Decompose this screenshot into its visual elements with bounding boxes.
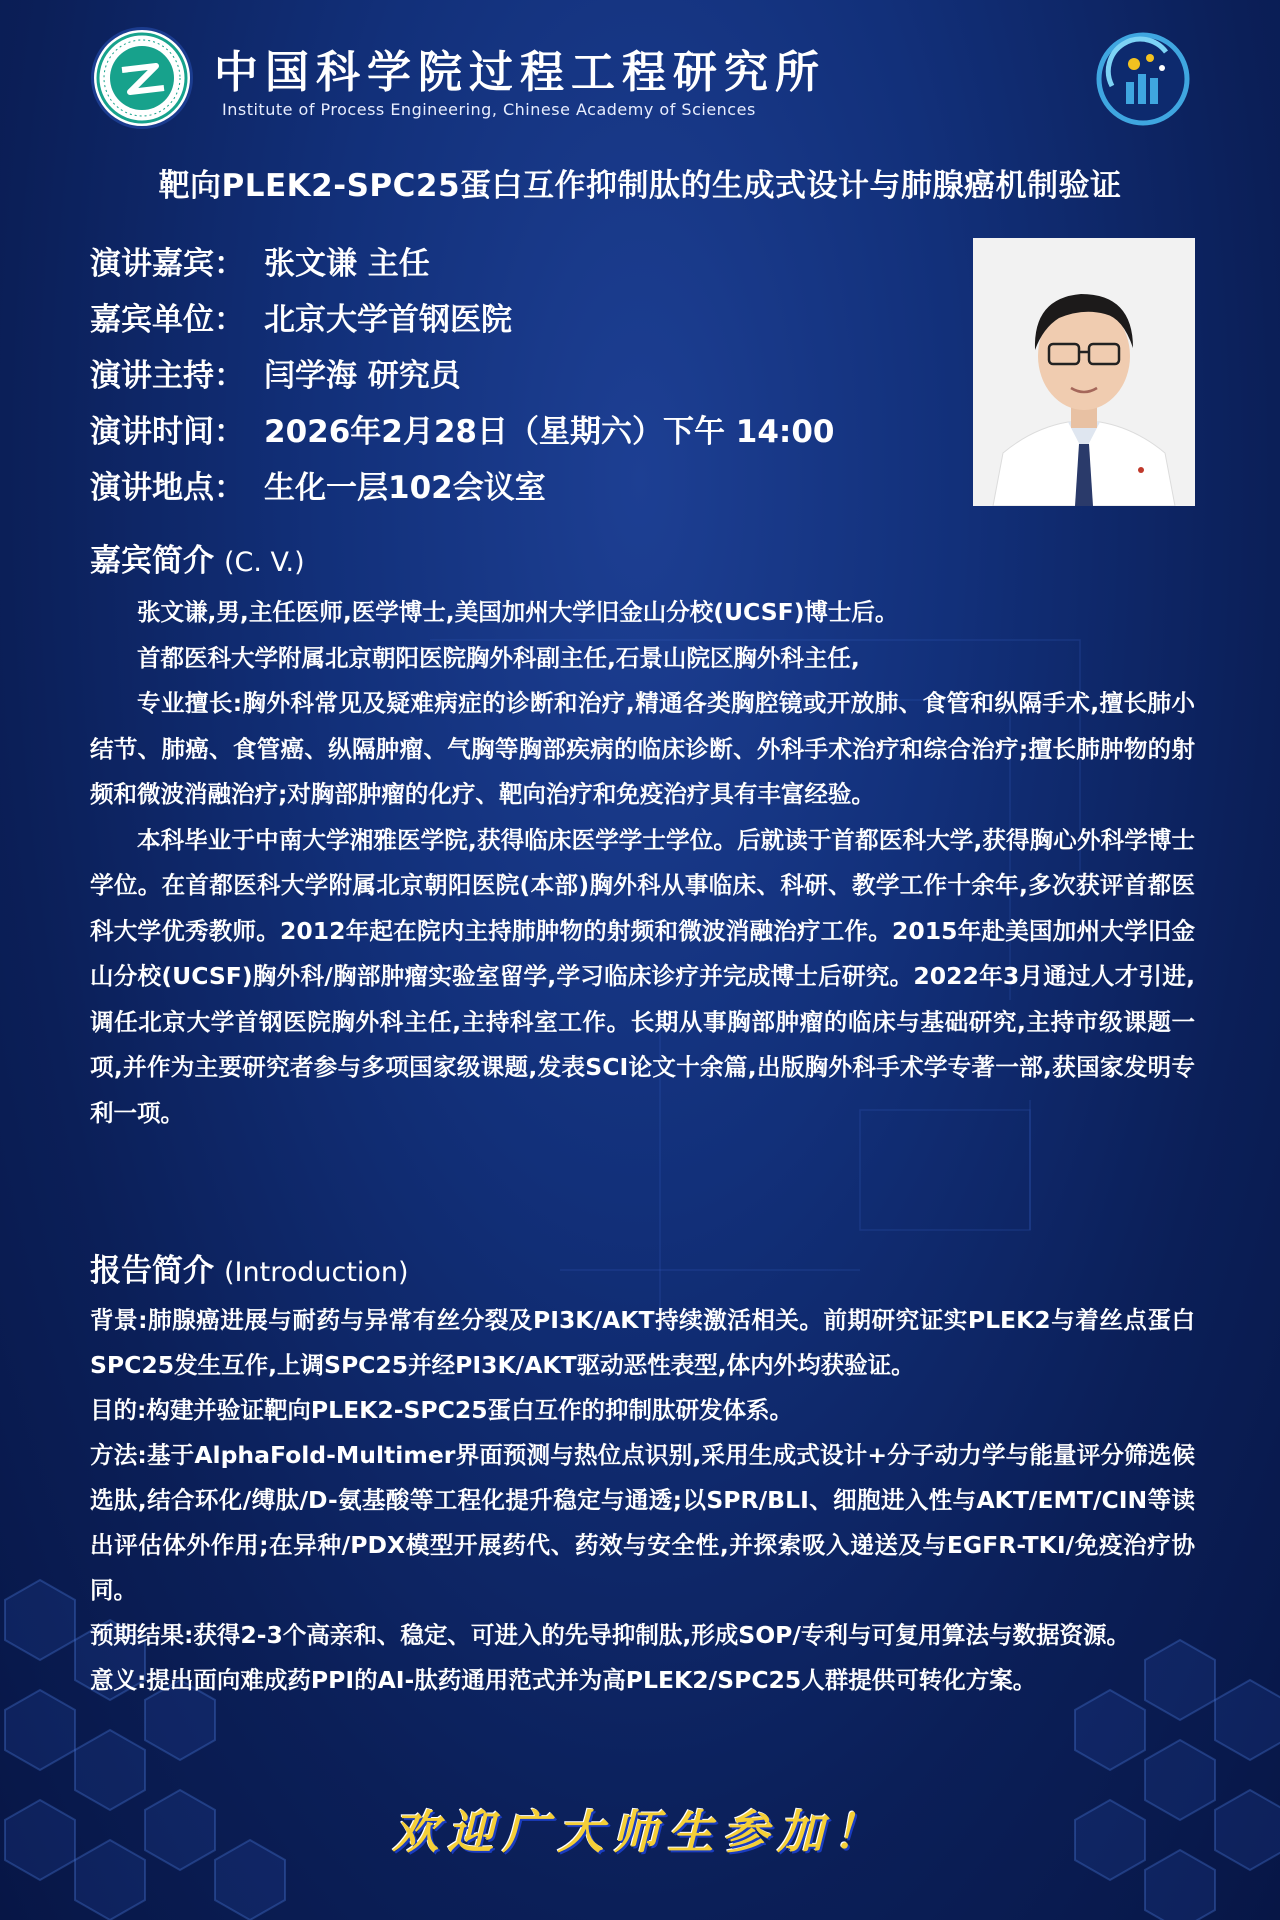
info-time [90,404,940,460]
intro-paragraph: 目的:构建并验证靶向PLEK2-SPC25蛋白互作的抑制肽研发体系。 [90,1396,794,1424]
institute-name-cn: 中国科学院过程工程研究所 [214,47,826,98]
cv-paragraph: 首都医科大学附属北京朝阳医院胸外科副主任,石景山院区胸外科主任, [137,643,860,672]
intro-heading [90,1245,409,1290]
lab-logo [1092,28,1194,130]
lecture-info [90,236,940,516]
intro-paragraph: 背景:肺腺癌进展与耐药与异常有丝分裂及PI3K/AKT持续激活相关。前期研究证实PLEK2与着丝点蛋白SPC25发生互作,上调SPC25并经PI3K/AKT驱动恶性表型,体内外均获验证。 [90,1306,1195,1379]
info-host [90,348,940,404]
cv-subtitle: (C. V.) [224,547,305,578]
info-value: 2026年2月28日（星期六）下午 14:00 [264,414,835,450]
info-label: 演讲主持： [90,358,245,394]
cv-paragraph: 本科毕业于中南大学湘雅医学院,获得临床医学学士学位。后就读于首都医科大学,获得胸心外科学博士学位。在首都医科大学附属北京朝阳医院(本部)胸外科从事临床、科研、教学工作十余年,多次获评首都医科大学优秀教师。2012年起在院内主持肺肿物的射频和微波消融治疗工作。2015年赴美国加州大学旧金山分校(UCSF)胸外科/胸部肿瘤实验室留学,学习临床诊疗并完成博士后研究。2022年3月通过人才引进,调任北京大学首钢医院胸外科主任,主持科室工作。长期从事胸部肿瘤的临床与基础研究,主持市级课题一项,并作为主要研究者参与多项国家级课题,发表SCI论文十余篇,出版胸外科手术学专著一部,获国家发明专利一项。 [90,825,1195,1127]
intro-paragraph: 预期结果:获得2-3个高亲和、稳定、可进入的先导抑制肽,形成SOP/专利与可复用算法与数据资源。 [90,1621,1130,1649]
info-value: 生化一层102会议室 [264,470,546,506]
cv-title: 嘉宾简介 [90,543,214,579]
cv-paragraph: 张文谦,男,主任医师,医学博士,美国加州大学旧金山分校(UCSF)博士后。 [137,598,899,626]
info-value: 北京大学首钢医院 [264,302,512,338]
info-value: 闫学海 研究员 [264,358,461,394]
cv-paragraph: 专业擅长:胸外科常见及疑难病症的诊断和治疗,精通各类胸腔镜或开放肺、食管和纵隔手术,擅长肺小结节、肺癌、食管癌、纵隔肿瘤、气胸等胸部疾病的临床诊断、外科手术治疗和综合治疗;擅长肺肿物的射频和微波消融治疗;对胸部肿瘤的化疗、靶向治疗和免疫治疗具有丰富经验。 [90,689,1195,808]
info-label: 演讲地点： [90,470,245,506]
speaker-photo [973,238,1195,506]
intro-paragraph: 方法:基于AlphaFold-Multimer界面预测与热位点识别,采用生成式设计+分子动力学与能量评分筛选候选肽,结合环化/缚肽/D-氨基酸等工程化提升稳定与通透;以SPR/BLI、细胞进入性与AKT/EMT/CIN等读出评估体外作用;在异种/PDX模型开展药代、药效与安全性,并探索吸入递送及与EGFR-TKI/免疫治疗协同。 [90,1441,1195,1604]
cv-body [90,590,1195,1136]
info-value: 张文谦 主任 [264,246,430,282]
info-label: 演讲时间： [90,414,245,450]
ipe-logo [94,30,190,126]
info-affiliation [90,292,940,348]
intro-body [90,1298,1195,1703]
info-speaker [90,236,940,292]
intro-subtitle: (Introduction) [224,1257,409,1288]
welcome-banner: 欢迎广大师生参加！ [392,1805,888,1859]
header [0,0,1280,140]
intro-title: 报告简介 [90,1253,214,1289]
institute-name-en: Institute of Process Engineering, Chinese Academy of Sciences [222,100,756,119]
info-label: 嘉宾单位： [90,302,245,338]
intro-paragraph: 意义:提出面向难成药PPI的AI-肽药通用范式并为高PLEK2/SPC25人群提供可转化方案。 [90,1666,1037,1694]
info-location [90,460,940,516]
lecture-title: 靶向PLEK2-SPC25蛋白互作抑制肽的生成式设计与肺腺癌机制验证 [158,168,1122,204]
info-label: 演讲嘉宾： [90,246,245,282]
cv-heading [90,535,305,580]
